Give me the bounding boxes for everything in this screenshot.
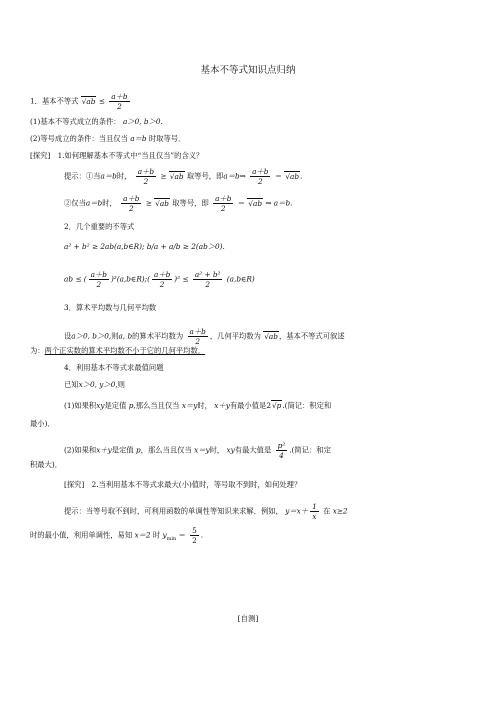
s2-label: 2．几个重要的不等式	[64, 222, 135, 231]
s1-cond-math: a＞0, b＞0.	[122, 117, 163, 126]
s4-known-math: x＞0, y＞0,	[78, 380, 118, 389]
s4-p1-f: x＝y	[181, 401, 198, 410]
s2-frac3	[193, 270, 223, 289]
hint3-frac2-num: 5	[192, 526, 197, 535]
s4-p1-b: xy	[96, 401, 105, 410]
hint2-c: 时，	[102, 198, 117, 208]
hint1-frac2-num: a＋b	[252, 167, 269, 176]
s1-cond-text: (1)基本不等式成立的条件：	[30, 117, 121, 126]
s4-p1	[64, 401, 331, 411]
hint-3	[64, 502, 348, 521]
hint-2	[64, 194, 292, 213]
hint3-d: x≥2	[332, 506, 348, 516]
s2-line2-a: ab ≤ (	[64, 274, 87, 284]
hint1-f: a＝b⇒	[223, 171, 246, 181]
s4-p1-g: 时，	[197, 401, 212, 410]
s2-frac2	[152, 270, 172, 289]
hint1-sqrt2: √ ab	[284, 171, 300, 181]
s4-known	[64, 380, 125, 390]
s4-p2-e: ，那么当且仅当	[140, 445, 192, 455]
s2-frac3-den: 2	[205, 280, 210, 289]
s3-c: 则	[111, 331, 119, 341]
s4-p2-frac-den: 4	[279, 451, 284, 460]
s4-p1-i: 有最小值是	[229, 401, 267, 410]
hint3-sub: min	[166, 535, 177, 542]
hint-3-cont	[30, 526, 203, 545]
s1-line	[30, 92, 132, 111]
s1-le: ≤	[98, 96, 105, 106]
s1-num: a＋b	[111, 92, 128, 101]
s3-e: 的算术平均数为	[132, 331, 184, 341]
s2-frac2-den: 2	[159, 280, 165, 289]
hint-1: 提示：①当a＝b时， $\frac{a+b}{2}$ ≥ √ ab 取等号，即a＝b⇒ $\frac{a+b}{2}$ ＝ √ ab.	[64, 167, 302, 186]
hint2-frac	[121, 194, 141, 213]
hint1-frac2-den: 2	[257, 177, 263, 186]
s4-known-a: 已知	[64, 380, 79, 389]
hint1-frac-num: a＋b	[137, 167, 155, 176]
s1-sqrt: √ ab	[81, 96, 97, 106]
hint2-frac2-num: a＋b	[215, 194, 232, 203]
hint1-e: 取等号，即	[186, 171, 224, 181]
s3-label: 3．算术平均数与几何平均数	[64, 303, 157, 312]
s3-d: a, b	[118, 331, 133, 341]
self-test-heading: [自测]	[237, 614, 259, 623]
s4-p1-l: .(简记：积定和	[282, 401, 332, 410]
s2-frac1-den: 2	[96, 280, 102, 289]
hint1-sqrt: √ ab	[169, 171, 185, 181]
s4-p2-cont: 积最大)．	[30, 460, 63, 469]
hint1-c: 时，	[116, 171, 132, 181]
hint2-e: 取等号，即	[172, 198, 209, 208]
s3-a: 设	[64, 331, 72, 341]
hint3-a: 提示：当等号取不到时，可利用函数的单调性等知识来求解．例如，	[64, 506, 283, 516]
s2-line1-b: b/a + a/b ≥ 2(ab＞0).	[146, 242, 225, 251]
hint2-g: ⇒ a＝b.	[265, 198, 293, 208]
s3-line	[64, 327, 345, 346]
hint2-sqrt: √ ab	[154, 198, 170, 208]
hint2-frac2	[213, 194, 233, 213]
s2-line1	[64, 242, 225, 252]
s3-g: ，基本不等式可叙述	[278, 331, 345, 341]
s4-p2-a: (2)如果和	[64, 445, 97, 455]
page-title: 基本不等式知识点归纳	[200, 65, 296, 76]
hint2-sqrt2: √ ab	[247, 198, 263, 208]
s3-frac	[188, 327, 208, 346]
hint2-d: ≥	[145, 198, 152, 208]
hint3-frac	[310, 502, 319, 521]
hint3-frac2-den: 2	[192, 536, 197, 545]
s4-p1-c: 是定值	[104, 401, 127, 410]
hint3-h: y	[162, 530, 167, 540]
hint1-b: a＝b	[100, 171, 117, 181]
s4-p2-c: 是定值	[111, 445, 134, 455]
s3-f: ，几何平均数为	[209, 331, 261, 341]
hint3-frac-num: 1	[312, 502, 317, 511]
s4-p1-sqrt: √ p	[271, 400, 282, 410]
s2-frac1	[89, 270, 109, 289]
hint3-g: 时	[152, 530, 161, 540]
s1-fraction	[109, 92, 129, 111]
s4-p1-d: p,	[128, 401, 136, 410]
hint2-frac-num: a＋b	[123, 194, 140, 203]
s2-line1-a: a² + b² ≥ 2ab(a,b∈R);	[64, 242, 145, 251]
hint3-frac-den: x	[312, 512, 317, 521]
hint3-frac2	[190, 526, 199, 545]
explore-1: [探究] 1.如何理解基本不等式中“当且仅当”的含义？	[30, 151, 204, 160]
s4-p2-f: x＝y	[194, 445, 210, 455]
hint1-g: ＝	[274, 171, 283, 181]
s4-p1-cont: 最小)．	[30, 419, 55, 428]
hint2-a: ②仅当	[64, 198, 86, 208]
s2-line2-c: )² ≤	[174, 274, 189, 284]
hint2-b: a＝b	[85, 198, 103, 208]
hint1-frac2	[250, 167, 270, 186]
s3-b: a＞0, b＞0,	[71, 331, 112, 341]
hint3-c: 在	[323, 506, 331, 516]
s1-condition	[30, 117, 163, 127]
s4-p2-g: 时，	[209, 445, 225, 455]
s4-p2-i: 有最大值是	[234, 445, 272, 455]
hint3-e: 时的最小值，利用单调性，易知	[30, 530, 133, 540]
s4-label: 4．利用基本不等式求最值问题	[64, 363, 164, 372]
s1-eq-text: (2)等号成立的条件：当且仅当	[30, 134, 128, 143]
s1-den: 2	[117, 102, 122, 111]
hint1-frac-den: 2	[143, 177, 149, 186]
s4-p1-j: 2	[266, 401, 271, 410]
s4-p1-h: x＋y	[214, 401, 230, 410]
s3-h: 为：	[30, 346, 45, 355]
s4-p2-frac	[276, 441, 288, 460]
s1-label: 1．基本不等式	[30, 96, 79, 106]
hint3-i: ＝	[178, 530, 186, 540]
hint2-frac2-den: 2	[220, 204, 226, 213]
s1-equality	[30, 134, 185, 144]
s2-line2-d: (a,b∈R)	[226, 274, 255, 284]
s4-p2-j: .(简记：和定	[289, 445, 331, 455]
hint2-f: ＝	[237, 198, 246, 208]
hint1-a: 提示：①当	[64, 171, 101, 181]
hint1-d: ≥	[160, 171, 167, 181]
explore-2: [探究] 2.当利用基本不等式求最大(小)值时，等号取不到时，如何处理？	[64, 480, 302, 489]
s4-p2	[64, 441, 331, 460]
s4-p1-e: 那么当且仅当	[135, 401, 180, 410]
s1-eq-tail: 时取等号．	[148, 134, 186, 143]
s2-line2	[64, 270, 255, 289]
s2-line2-b: )²(a,b∈R);(	[110, 274, 150, 284]
s4-known-tail: 则	[117, 380, 125, 389]
s3-frac-den: 2	[195, 337, 201, 346]
hint3-f: x＝2	[134, 530, 151, 540]
s4-p1-a: (1)如果积	[64, 401, 97, 410]
s2-frac1-num: a＋b	[90, 270, 107, 279]
s4-p2-d: p	[136, 445, 141, 455]
s3-frac-num: a＋b	[189, 327, 206, 336]
s3-sqrt: √ ab	[263, 331, 279, 341]
hint1-frac	[136, 167, 156, 186]
s4-p2-b: x＋y	[96, 445, 112, 455]
s2-frac2-num: a＋b	[153, 270, 171, 279]
s3-i: 两个正实数的算术平均数不小于它的几何平均数．	[44, 346, 206, 355]
s2-frac3-num: a² + b²	[194, 270, 221, 279]
s1-eq-math: a＝b	[130, 134, 147, 143]
hint3-b: y＝x＋	[285, 506, 309, 516]
hint3-j: .	[200, 530, 204, 540]
hint2-frac-den: 2	[128, 204, 134, 213]
s4-p2-frac-num: p²	[277, 441, 286, 450]
s3-line2	[30, 346, 205, 356]
s4-p2-h: xy	[226, 445, 235, 455]
